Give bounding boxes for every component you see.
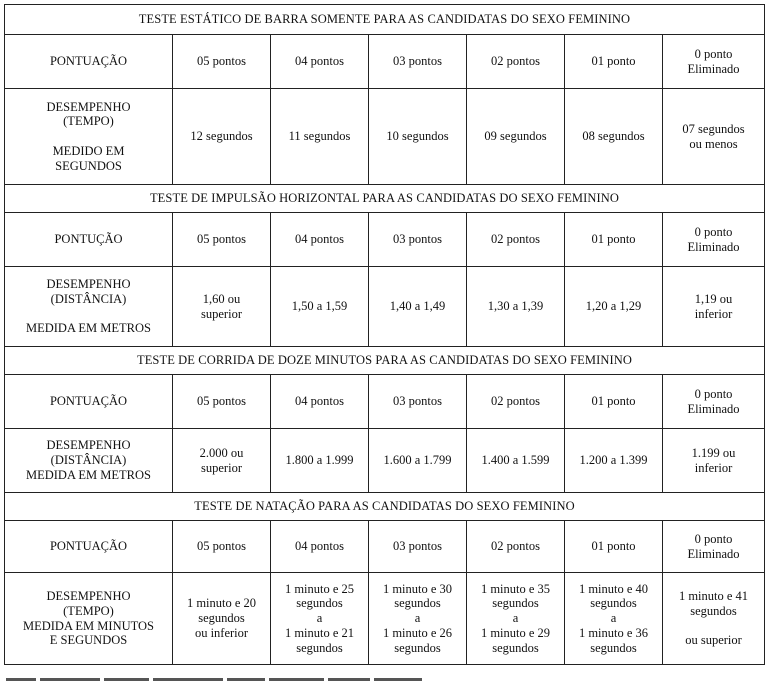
performance-cell: 1 minuto e 20 segundos ou inferior xyxy=(173,573,271,665)
performance-cell: 1.199 ou inferior xyxy=(663,429,765,493)
performance-row xyxy=(5,573,765,665)
performance-cell: 08 segundos xyxy=(565,89,663,185)
performance-row xyxy=(5,89,765,185)
performance-row xyxy=(5,429,765,493)
score-cell: 02 pontos xyxy=(467,35,565,89)
score-cell: 02 pontos xyxy=(467,521,565,573)
score-label: PONTUAÇÃO xyxy=(5,375,173,429)
performance-cell: 1.800 a 1.999 xyxy=(271,429,369,493)
score-cell: 04 pontos xyxy=(271,213,369,267)
score-cell: 01 ponto xyxy=(565,35,663,89)
score-cell: 03 pontos xyxy=(369,35,467,89)
performance-label: DESEMPENHO (TEMPO) MEDIDO EM SEGUNDOS xyxy=(5,89,173,185)
cropped-footnote xyxy=(6,678,436,684)
score-row xyxy=(5,521,765,573)
score-cell: 0 ponto Eliminado xyxy=(663,521,765,573)
performance-cell: 1.400 a 1.599 xyxy=(467,429,565,493)
performance-cell: 1,50 a 1,59 xyxy=(271,267,369,347)
section-title: TESTE DE NATAÇÃO PARA AS CANDIDATAS DO SEXO FEMININO xyxy=(5,493,765,521)
score-cell: 05 pontos xyxy=(173,35,271,89)
score-cell: 01 ponto xyxy=(565,213,663,267)
performance-cell: 12 segundos xyxy=(173,89,271,185)
performance-cell: 1,40 a 1,49 xyxy=(369,267,467,347)
performance-cell: 1 minuto e 41 segundos ou superior xyxy=(663,573,765,665)
performance-label: DESEMPENHO (DISTÂNCIA) MEDIDA EM METROS xyxy=(5,267,173,347)
score-cell: 0 ponto Eliminado xyxy=(663,35,765,89)
score-cell: 04 pontos xyxy=(271,521,369,573)
score-cell: 04 pontos xyxy=(271,35,369,89)
score-cell: 04 pontos xyxy=(271,375,369,429)
performance-row xyxy=(5,267,765,347)
performance-cell: 1 minuto e 35 segundos a 1 minuto e 29 segundos xyxy=(467,573,565,665)
section-title-row xyxy=(5,493,765,521)
performance-cell: 1.200 a 1.399 xyxy=(565,429,663,493)
performance-cell: 1 minuto e 30 segundos a 1 minuto e 26 segundos xyxy=(369,573,467,665)
performance-label: DESEMPENHO (DISTÂNCIA) MEDIDA EM METROS xyxy=(5,429,173,493)
score-label: PONTUAÇÃO xyxy=(5,35,173,89)
score-cell: 05 pontos xyxy=(173,375,271,429)
score-label: PONTUAÇÃO xyxy=(5,521,173,573)
section-title-row xyxy=(5,347,765,375)
score-cell: 02 pontos xyxy=(467,213,565,267)
score-cell: 01 ponto xyxy=(565,375,663,429)
performance-cell: 1.600 a 1.799 xyxy=(369,429,467,493)
performance-cell: 11 segundos xyxy=(271,89,369,185)
section-title-row xyxy=(5,185,765,213)
performance-cell: 1 minuto e 40 segundos a 1 minuto e 36 segundos xyxy=(565,573,663,665)
score-cell: 02 pontos xyxy=(467,375,565,429)
performance-cell: 1,60 ou superior xyxy=(173,267,271,347)
score-cell: 03 pontos xyxy=(369,521,467,573)
section-title-row xyxy=(5,5,765,35)
score-cell: 05 pontos xyxy=(173,213,271,267)
score-label: PONTUÇÃO xyxy=(5,213,173,267)
score-row xyxy=(5,35,765,89)
performance-cell: 2.000 ou superior xyxy=(173,429,271,493)
performance-cell: 09 segundos xyxy=(467,89,565,185)
performance-cell: 1 minuto e 25 segundos a 1 minuto e 21 segundos xyxy=(271,573,369,665)
performance-cell: 1,20 a 1,29 xyxy=(565,267,663,347)
performance-cell: 1,19 ou inferior xyxy=(663,267,765,347)
fitness-test-table xyxy=(4,4,765,665)
score-cell: 05 pontos xyxy=(173,521,271,573)
score-row xyxy=(5,375,765,429)
score-cell: 03 pontos xyxy=(369,213,467,267)
score-cell: 0 ponto Eliminado xyxy=(663,375,765,429)
performance-cell: 1,30 a 1,39 xyxy=(467,267,565,347)
score-row xyxy=(5,213,765,267)
score-cell: 03 pontos xyxy=(369,375,467,429)
section-title: TESTE DE IMPULSÃO HORIZONTAL PARA AS CANDIDATAS DO SEXO FEMININO xyxy=(5,185,765,213)
performance-cell: 10 segundos xyxy=(369,89,467,185)
score-cell: 0 ponto Eliminado xyxy=(663,213,765,267)
section-title: TESTE DE CORRIDA DE DOZE MINUTOS PARA AS CANDIDATAS DO SEXO FEMININO xyxy=(5,347,765,375)
score-cell: 01 ponto xyxy=(565,521,663,573)
performance-label: DESEMPENHO (TEMPO) MEDIDA EM MINUTOS E SEGUNDOS xyxy=(5,573,173,665)
section-title: TESTE ESTÁTICO DE BARRA SOMENTE PARA AS CANDIDATAS DO SEXO FEMININO xyxy=(5,5,765,35)
performance-cell: 07 segundos ou menos xyxy=(663,89,765,185)
